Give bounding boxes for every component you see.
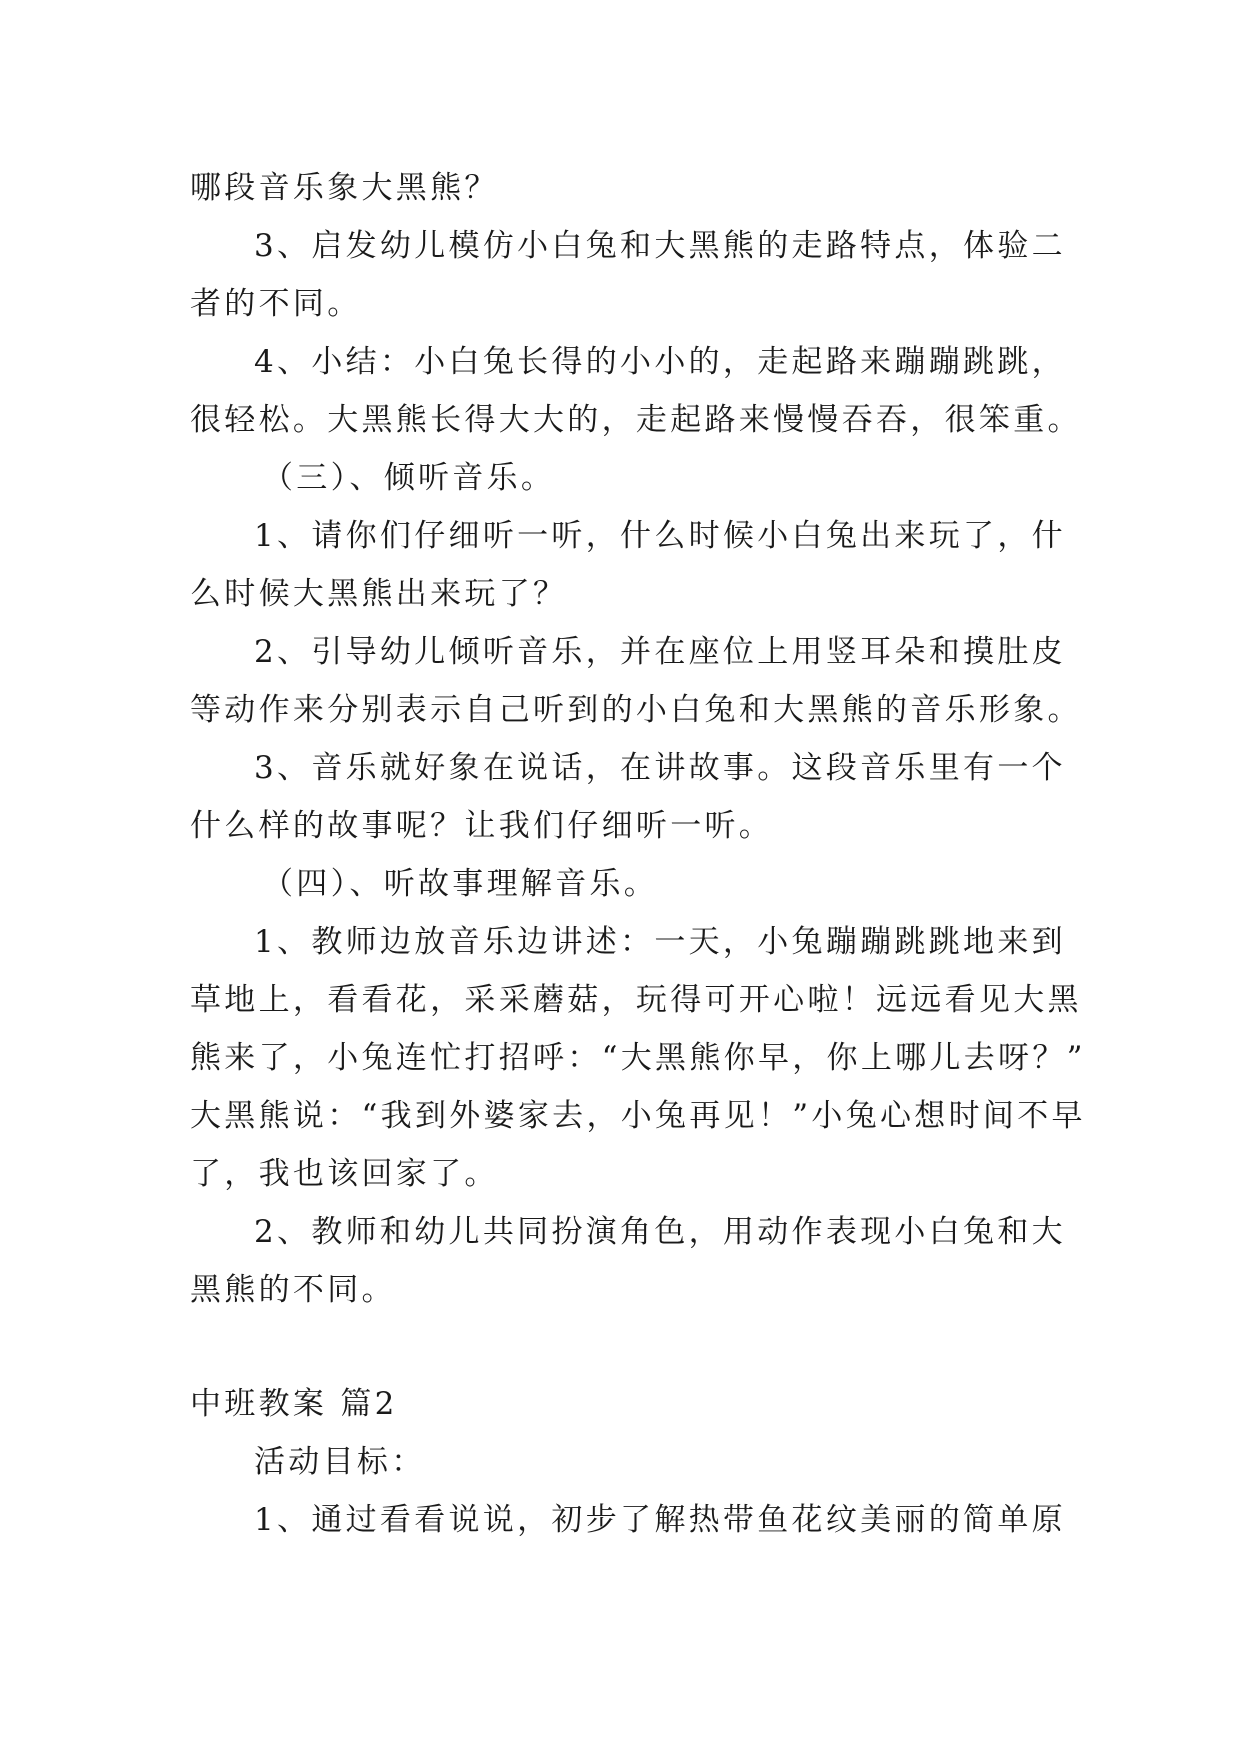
text-line: 草地上，看看花，采采蘑菇，玩得可开心啦！远远看见大黑 xyxy=(190,982,1082,1018)
text-line: 1、请你们仔细听一听，什么时候小白兔出来玩了，什 xyxy=(254,518,1066,554)
text-line: 么时候大黑熊出来玩了？ xyxy=(190,576,568,612)
text-line: 了，我也该回家了。 xyxy=(190,1156,499,1192)
text-line: 1、教师边放音乐边讲述：一天，小兔蹦蹦跳跳地来到 xyxy=(254,924,1066,960)
section-heading: （三）、倾听音乐。 xyxy=(262,460,556,496)
text-line: 3、启发幼儿模仿小白兔和大黑熊的走路特点，体验二 xyxy=(254,228,1066,264)
text-line: 等动作来分别表示自己听到的小白兔和大黑熊的音乐形象。 xyxy=(190,692,1082,728)
text-line: 哪段音乐象大黑熊？ xyxy=(190,170,499,206)
text-line: 3、音乐就好象在说话，在讲故事。这段音乐里有一个 xyxy=(254,750,1066,786)
text-line: 2、教师和幼儿共同扮演角色，用动作表现小白兔和大 xyxy=(254,1214,1066,1250)
text-line: 2、引导幼儿倾听音乐，并在座位上用竖耳朵和摸肚皮 xyxy=(254,634,1066,670)
text-line: 者的不同。 xyxy=(190,286,362,322)
text-line: 大黑熊说：“我到外婆家去，小兔再见！”小兔心想时间不早 xyxy=(190,1098,1086,1134)
text-line: 4、小结：小白兔长得的小小的，走起路来蹦蹦跳跳， xyxy=(254,344,1066,380)
text-line: 熊来了，小兔连忙打招呼：“大黑熊你早，你上哪儿去呀？” xyxy=(190,1040,1086,1076)
text-line: 什么样的故事呢？让我们仔细听一听。 xyxy=(190,808,774,844)
text-line: 1、通过看看说说，初步了解热带鱼花纹美丽的简单原 xyxy=(254,1502,1066,1538)
section-heading: （四）、听故事理解音乐。 xyxy=(262,866,659,902)
text-line: 很轻松。大黑熊长得大大的，走起路来慢慢吞吞，很笨重。 xyxy=(190,402,1082,438)
text-line: 黑熊的不同。 xyxy=(190,1272,396,1308)
section-heading: 活动目标： xyxy=(254,1444,426,1480)
article-title: 中班教案 篇2 xyxy=(190,1386,398,1422)
